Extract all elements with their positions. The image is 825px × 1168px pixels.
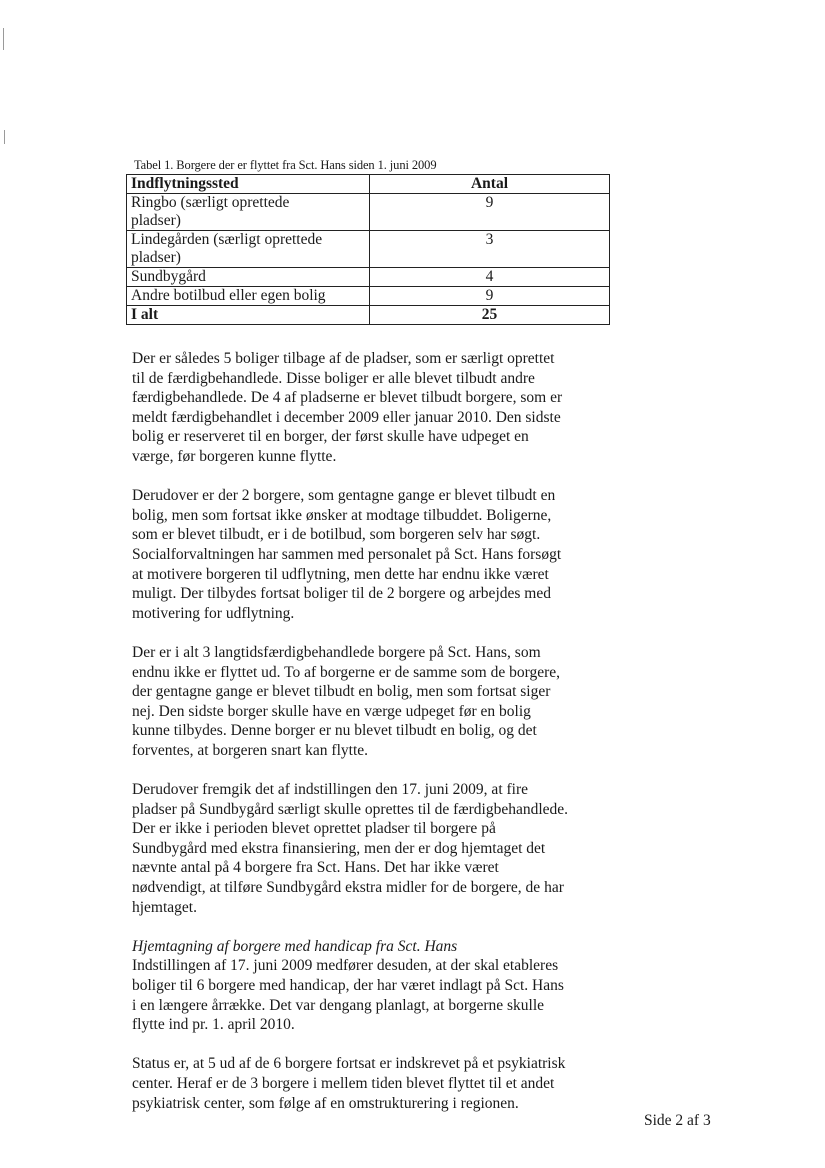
paragraph: Der er i alt 3 langtidsfærdigbehandlede borgere på Sct. Hans, som endnu ikke er flyttet ud. To af borgerne er de samme som de borgere, der gentagne gange er blevet tilbudt en bolig, men som fortsat siger nej. Den sidste borger skulle have en værge udpeget før en bolig kunne tilbydes. Denne borger er nu blevet tilbudt en bolig, og det forventes, at borgeren snart kan flytte.: [132, 643, 561, 759]
table-row: [127, 231, 610, 268]
table-total-label: I alt: [127, 306, 370, 325]
table-row: [127, 268, 610, 287]
table-cell-count: 9: [370, 194, 610, 231]
table-caption: Tabel 1. Borgere der er flyttet fra Sct. Hans siden 1. juni 2009: [134, 158, 437, 172]
table-cell-place: Lindegården (særligt oprettede pladser): [127, 231, 370, 268]
paragraph: Der er således 5 boliger tilbage af de pladser, som er særligt oprettet til de færdigbehandlede. Disse boliger er alle blevet tilbudt andre færdigbehandlede. De 4 af pladserne er blevet tilbudt borgere, som er meldt færdigbehandlet i december 2009 eller januar 2010. Den sidste bolig er reserveret til en borger, der først skulle have udpeget en værge, før borgeren kunne flytte.: [132, 350, 563, 465]
relocation-table: [126, 174, 610, 325]
page-number: Side 2 af 3: [644, 1112, 711, 1129]
section-heading: Hjemtagning af borgere med handicap fra Sct. Hans: [132, 937, 458, 955]
column-header-count: Antal: [370, 175, 610, 194]
table-cell-place: Andre botilbud eller egen bolig: [127, 287, 370, 306]
document-body: [132, 349, 612, 1133]
table-cell-count: 3: [370, 231, 610, 268]
table-cell-place: Ringbo (særligt oprettede pladser): [127, 194, 370, 231]
table-total-count: 25: [370, 306, 610, 325]
table-cell-count: 9: [370, 287, 610, 306]
table-row: [127, 194, 610, 231]
column-header-place: Indflytningssted: [127, 175, 370, 194]
table-cell-place: Sundbygård: [127, 268, 370, 287]
paragraph: Derudover er der 2 borgere, som gentagne gange er blevet tilbudt en bolig, men som fortsat ikke ønsker at modtage tilbuddet. Boligerne, som er blevet tilbudt, er i de botilbud, som borgeren selv har søgt. Socialforvaltningen har sammen med personalet på Sct. Hans forsøgt at motivere borgeren til udflytning, men dette har endnu ikke været muligt. Der tilbydes fortsat boliger til de 2 borgere og arbejdes med motivering for udflytning.: [132, 487, 562, 622]
paragraph: Derudover fremgik det af indstillingen den 17. juni 2009, at fire pladser på Sundbygård særligt skulle oprettes til de færdigbehandlede. Der er ikke i perioden blevet oprettet pladser til borgere på Sundbygård med ekstra finansiering, men der er dog hjemtaget det nævnte antal på 4 borgere fra Sct. Hans. Det har ikke været nødvendigt, at tilføre Sundbygård ekstra midler for de borgere, de har hjemtaget.: [132, 781, 569, 916]
table-cell-count: 4: [370, 268, 610, 287]
section-handicap: [132, 937, 612, 1113]
table-header-row: [127, 175, 610, 194]
table-total-row: [127, 306, 610, 325]
table-row: [127, 287, 610, 306]
paragraph: Status er, at 5 ud af de 6 borgere fortsat er indskrevet på et psykiatrisk center. Heraf er de 3 borgere i mellem tiden blevet flyttet til et andet psykiatrisk center, som følge af en omstrukturering i regionen.: [132, 1055, 566, 1112]
paragraph: Indstillingen af 17. juni 2009 medfører desuden, at der skal etableres boliger til 6 borgere med handicap, der har været indlagt på Sct. Hans i en længere årrække. Det var dengang planlagt, at borgerne skulle flytte ind pr. 1. april 2010.: [132, 957, 564, 1034]
scan-edge-mark: [4, 130, 5, 144]
scan-edge-mark: [3, 28, 4, 50]
